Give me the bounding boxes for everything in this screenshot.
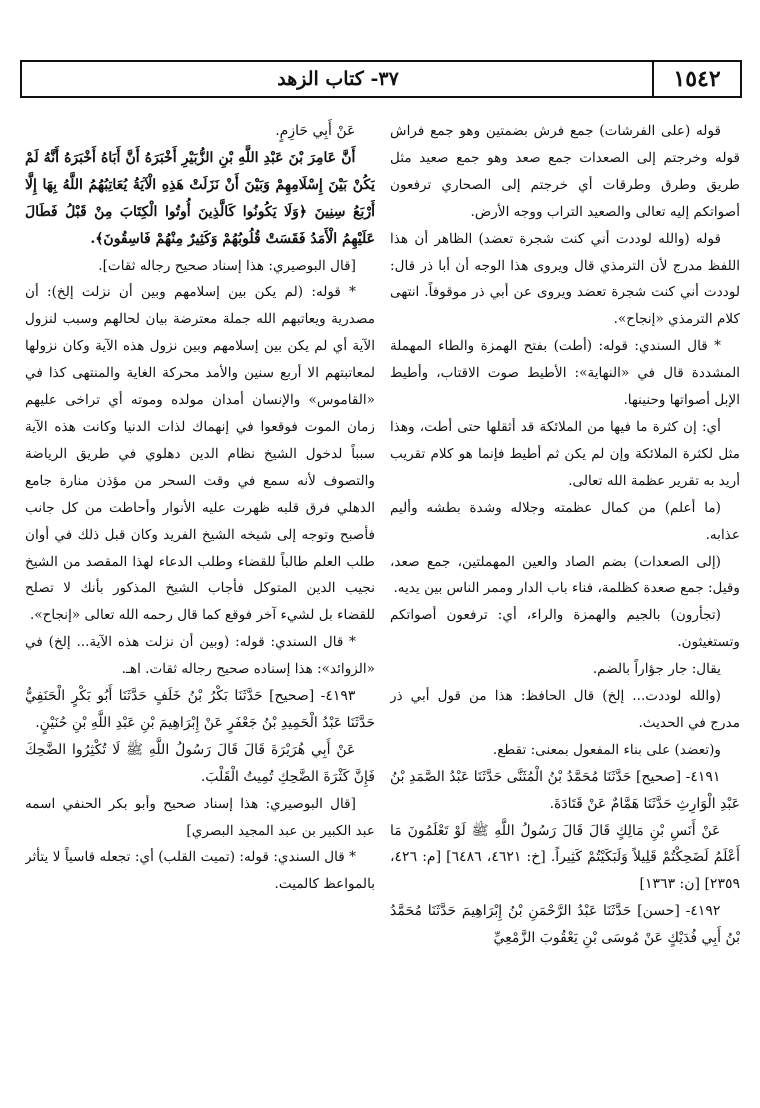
hadith-4192-isnad: ٤١٩٢- [حسن] حَدَّثَنَا عَبْدُ الرَّحْمَنِ بْنُ إِبْرَاهِيمَ حَدَّثَنَا مُحَمَّدُ بْنُ أَبِي فُدَيْكٍ عَنْ مُوسَى بْنِ يَعْقُوبَ الزَّمْعِيِّ [390,903,740,947]
commentary-paragraph: قوله (والله لوددت أني كنت شجرة تعضد) الظاهر أن هذا اللفظ مدرج لأن الترمذي قال ويروى هذا الوجه أن أبا ذر قال: لوددت أني كنت شجرة تعضد ويروى عن أبي ذر موقوفاً. انتهى كلام الترمذي «إنجاح». [390,230,740,328]
busiri-note: [قال البوصيري: هذا إسناد صحيح رجاله ثقات]. [98,257,356,274]
commentary-paragraph: (إلى الصعدات) بضم الصاد والعين المهملتين، جمع صعد، وقيل: جمع صعدة كظلمة، فناء باب الدار وممر الناس بين يديه. [390,553,740,597]
hadith-4191-isnad: ٤١٩١- [صحيح] حَدَّثَنَا مُحَمَّدُ بْنُ الْمُثَنَّى حَدَّثَنَا عَبْدُ الصَّمَدِ بْنُ عَبْدِ الْوَارِثِ حَدَّثَنَا هَمَّامٌ عَنْ قَتَادَةَ. [390,768,740,812]
busiri-note: [قال البوصيري: هذا إسناد صحيح وأبو بكر الحنفي اسمه عبد الكبير بن عبد المجيد البصري] [25,795,375,839]
commentary-paragraph: (ما أعلم) من كمال عظمته وجلاله وشدة بطشه وأليم عذابه. [390,499,740,543]
chapter-title: ٣٧- كتاب الزهد [277,68,399,90]
commentary-paragraph: (تجأرون) بالجيم والهمزة والراء، أي: ترفعون أصواتكم وتستغيثون. [390,607,740,651]
right-column [390,118,740,1078]
sindi-note: * قال السندي: قوله: (تميت القلب) أي: تجعله قاسياً لا يتأثر بالمواعظ كالميت. [25,849,375,893]
injah-note: * قوله: (لم يكن بين إسلامهم وبين أن نزلت إلخ): أن مصدرية ويعاتبهم الله جملة معترضة بيان لحالهم وسبب لنزول الآية أي لم يكن بين إسلامهم وبين نزول هذه الآية وكان نزولها لمعاتبتهم الا أربع سنين والأمد محركة الغاية والمنتهى كذا في «القاموس» والإنسان أمدان مولده وموته أي تراخى عليهم زمان الموت فوقعوا في إنهماك لذات الدنيا وكانت هذه الآية سبباً لدخول الشيخ نظام الدين دهلوي في طريق الرياضة والتصوف لأنه سمع في وقت السحر من مؤذن منارة جامع الدهلي فرق قلبه ظهرت عليه الأنوار وأحاطت من كل جانب فأصبح وتوجه إلى شيخه الشيخ الفريد وكان قبل ذلك في أوان طلب العلم طالباً للقضاء وطلب الدعاء لهذا المقصد من الشيخ نجيب الدين المتوكل فأجاب الشيخ المذكور بأنك لا تصلح للقضاء بل لشيء آخر فوقع كما قال رحمه الله تعالى «إنجاح». [25,284,375,624]
hadith-4193-matn: عَنْ أَبِي هُرَيْرَةَ قَالَ قَالَ رَسُولُ اللَّهِ ﷺ لَا تُكْثِرُوا الضَّحِكَ فَإِنَّ كَثْرَةَ الضَّحِكِ تُمِيتُ الْقَلْبَ. [25,741,375,785]
hadith-4193-isnad: ٤١٩٣- [صحيح] حَدَّثَنَا بَكْرُ بْنُ خَلَفٍ حَدَّثَنَا أَبُو بَكْرٍ الْحَنَفِيُّ حَدَّثَنَا عَبْدُ الْحَمِيدِ بْنُ جَعْفَرٍ عَنْ إِبْرَاهِيمَ بْنِ عَبْدِ اللَّهِ بْنِ حُنَيْنٍ. [25,688,375,731]
commentary-paragraph: أي: إن كثرة ما فيها من الملائكة قد أثقلها حتى أطت، وهذا مثل لكثرة الملائكة وإن لم يكن ثم أطيط فإنما هو كلام تقريب أريد به تقرير عظمة الله تعالى. [390,418,740,489]
hadith-4192-matn: أَنَّ عَامِرَ بْنَ عَبْدِ اللَّهِ بْنِ الزُّبَيْرِ أَخْبَرَهُ أَنَّ أَبَاهُ أَخْبَرَهُ أَنَّهُ لَمْ يَكُنْ بَيْنَ إِسْلَامِهِمْ وَبَيْنَ أَنْ نَزَلَتْ هَذِهِ الْآيَةُ يُعَاتِبُهُمُ اللَّهُ بِهَا إِلَّا أَرْبَعُ سِنِينَ ﴿وَلَا يَكُونُوا كَالَّذِينَ أُوتُوا الْكِتَابَ مِنْ قَبْلُ فَطَالَ عَلَيْهِمُ الْأَمَدُ فَقَسَتْ قُلُوبُهُمْ وَكَثِيرٌ مِنْهُمْ فَاسِقُونَ﴾. [25,149,375,247]
sindi-note: * قال السندي: قوله: (أطت) بفتح الهمزة والطاء المهملة المشددة قال في «النهاية»: الأطيط صوت الاقتاب، وأطيط الإبل أصواتها وحنينها. [390,338,740,409]
page-number: ١٥٤٢ [652,62,740,96]
commentary-paragraph: قوله (على الفرشات) جمع فرش بضمتين وهو جمع فراش قوله وخرجتم إلى الصعدات جمع صعد وهو جمع صعيد مثل طريق وطرق وطرقات أي خرجتم إلى الصحاري ترفعون أصواتكم إليه تعالى والصعيد التراب ووجه الأرض. [390,123,740,220]
commentary-paragraph: (والله لوددت... إلخ) قال الحافظ: هذا من قول أبي ذر مدرج في الحديث. [390,688,740,731]
commentary-paragraph: يقال: جار جؤاراً بالضم. [592,661,721,678]
page-header [20,60,742,98]
sindi-note: * قال السندي: قوله: (وبين أن نزلت هذه الآية... إلخ) في «الزوائد»: هذا إسناده صحيح رجاله ثقات. اهـ. [25,634,375,678]
hadith-4191-matn: عَنْ أَنَسِ بْنِ مَالِكٍ قَالَ قَالَ رَسُولُ اللَّهِ ﷺ لَوْ تَعْلَمُونَ مَا أَعْلَمُ لَضَحِكْتُمْ قَلِيلاً وَلَبَكَيْتُمْ كَثِيراً. [خ: ٤٦٢١، ٦٤٨٦] [م: ٤٢٦، ٢٣٥٩] [ن: ١٣٦٣] [390,822,740,893]
left-column [25,118,375,1078]
isnad-continuation: عَنْ أَبِي حَازِمٍ. [275,123,356,139]
commentary-paragraph: و(تعضد) على بناء المفعول بمعنى: تقطع. [492,741,721,758]
